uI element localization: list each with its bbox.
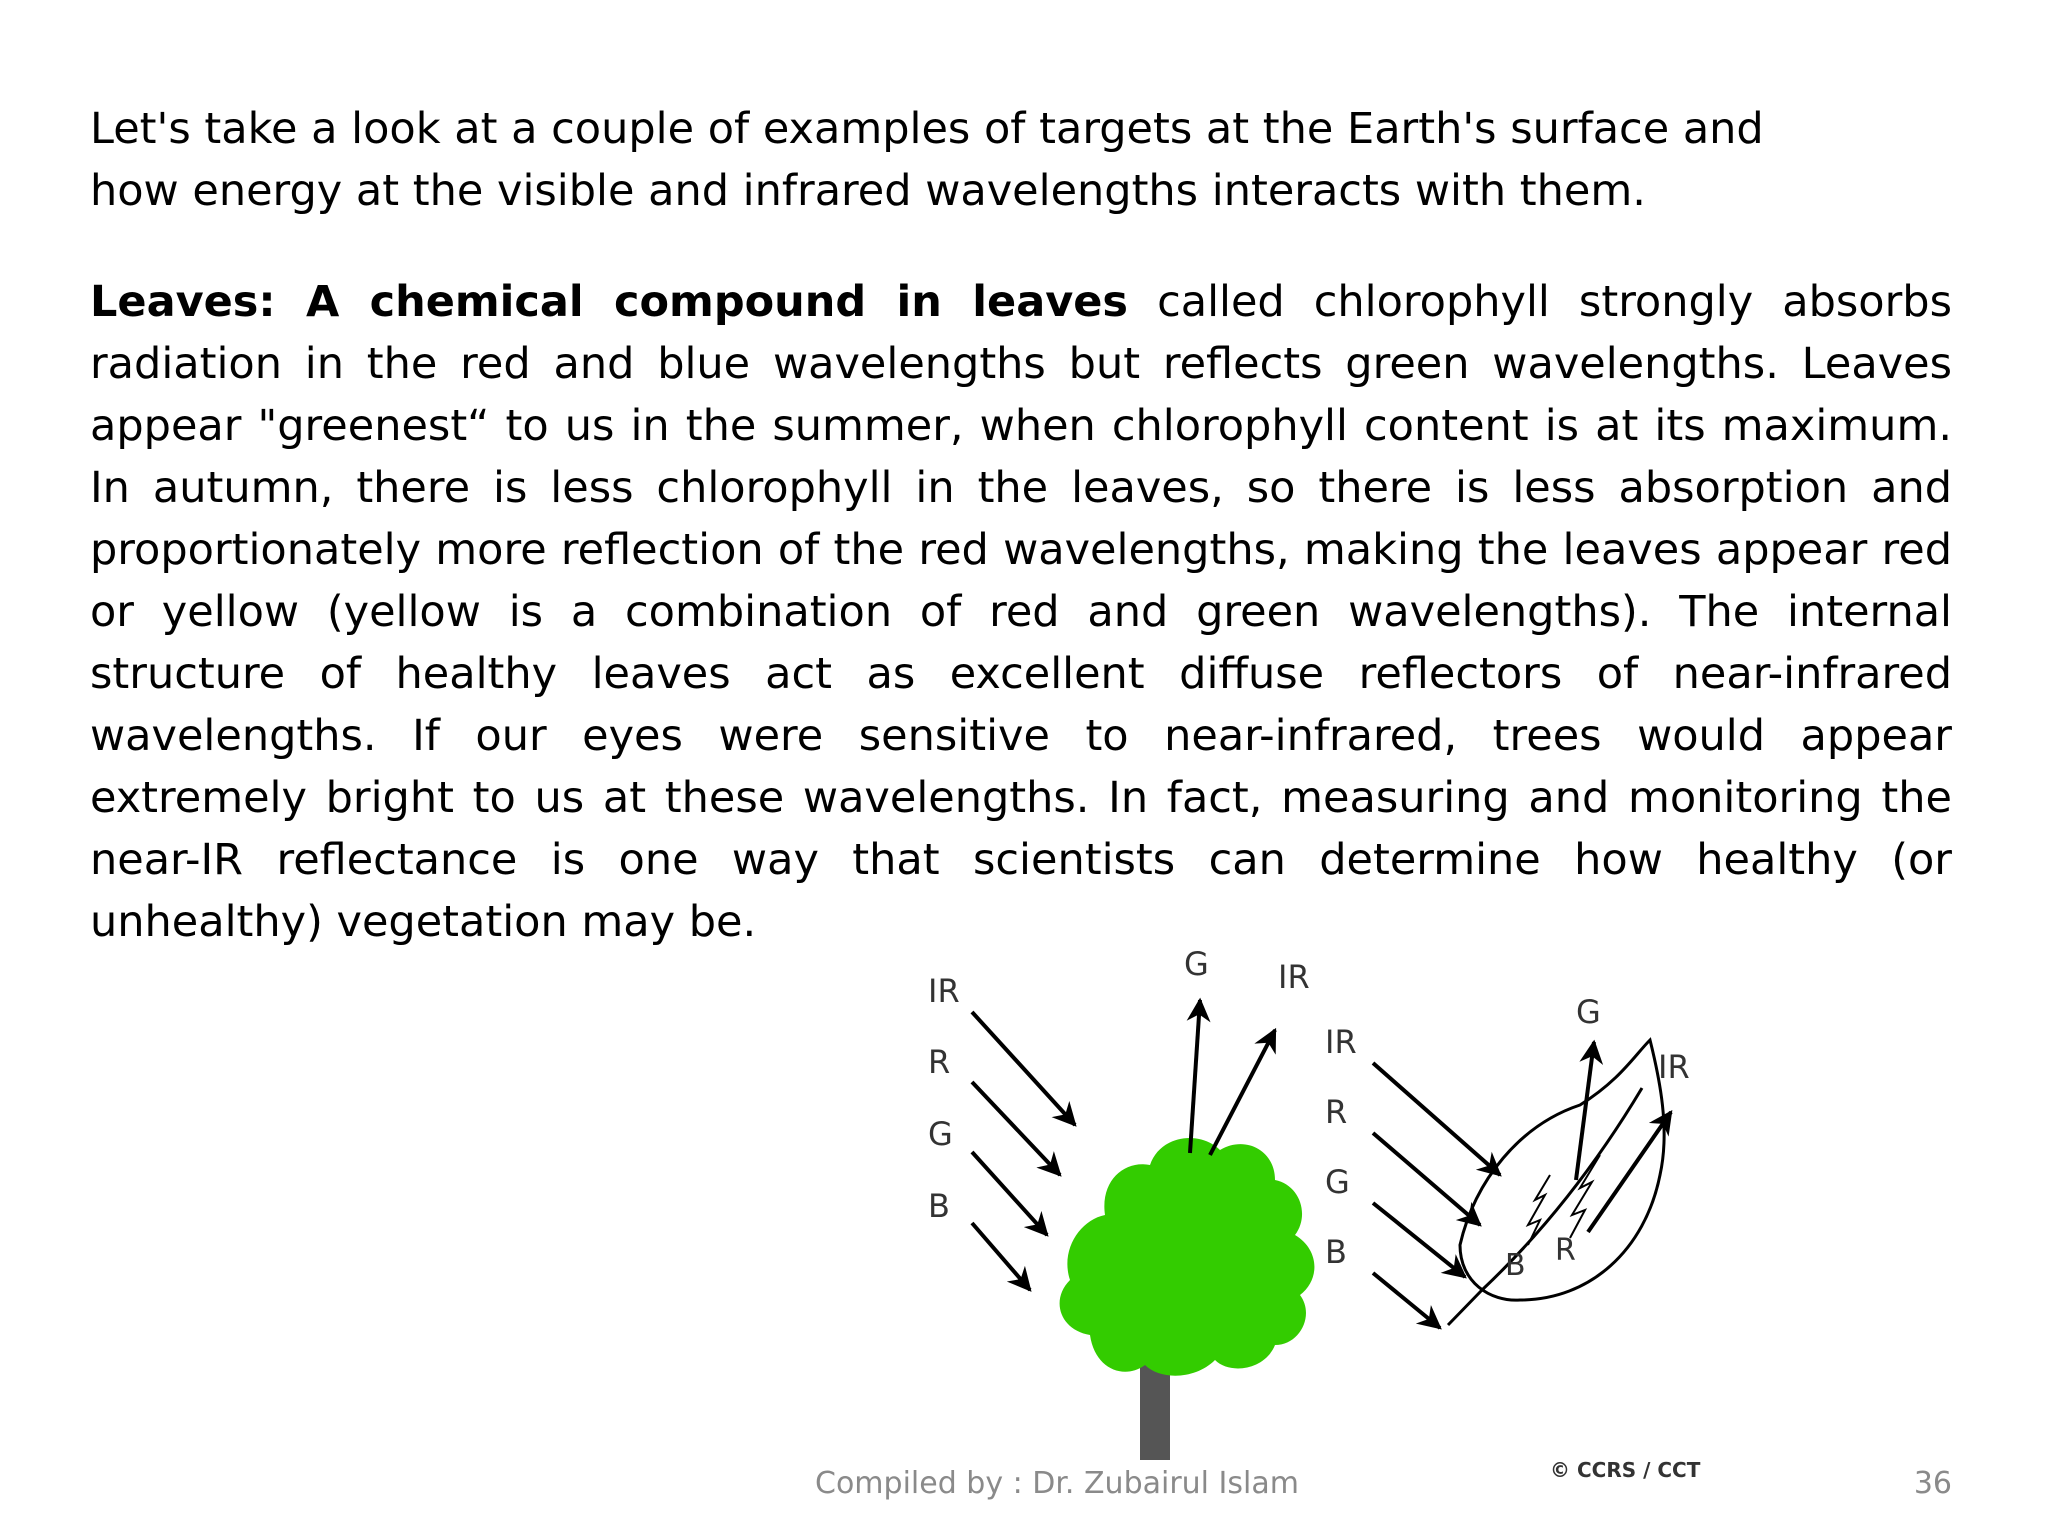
tree-arrow-g-out: [1190, 1000, 1200, 1153]
page-number: 36: [1913, 1466, 1952, 1501]
tree-icon: [1060, 1138, 1315, 1460]
leaf-arrow-r-in: [1373, 1133, 1480, 1225]
tree-arrow-ir-in: [972, 1012, 1075, 1125]
tree-label-ir-out: IR: [1278, 958, 1310, 996]
leaf-arrow-b-in: [1373, 1273, 1440, 1328]
tree-label-g-out: G: [1184, 945, 1209, 983]
leaf-arrow-ir-in: [1373, 1063, 1500, 1175]
leaves-bold-lead: Leaves: A chemical compound in leaves: [90, 277, 1128, 327]
leaf-arrow-ir-out: [1588, 1112, 1671, 1232]
intro-line-1: Let's take a look at a couple of examples of targets at the Earth's surface and: [90, 104, 1764, 154]
leaf-label-ir-out: IR: [1658, 1048, 1690, 1086]
footer-compiled-by: Compiled by : Dr. Zubairul Islam: [815, 1466, 1299, 1501]
leaf-label-g-out: G: [1576, 993, 1601, 1031]
figure-credit: © CCRS / CCT: [1550, 1458, 1701, 1480]
tree-crown: [1060, 1138, 1315, 1376]
tree-label-r: R: [928, 1043, 951, 1081]
leaf-reflectance-figure: [900, 920, 1800, 1480]
intro-line-2: how energy at the visible and infrared wavelengths interacts with them.: [90, 166, 1646, 216]
tree-arrow-b-in: [972, 1223, 1030, 1290]
tree-arrow-ir-out: [1210, 1030, 1275, 1155]
leaf-label-r-absorbed: R: [1555, 1233, 1576, 1268]
tree-label-g: G: [928, 1115, 953, 1153]
leaf-label-ir: IR: [1325, 1023, 1357, 1061]
leaves-text: called chlorophyll strongly absorbs radiation in the red and blue wavelengths but reflects green wavelengths. Leaves appear "greenest“ to us in the summer, when chlorophyll content is at its maximum. In autumn, there is less chlorophyll in the leaves, so there is less absorption and proportionately more reflection of the red wavelengths, making the leaves appear red or yellow (yellow is a combination of red and green wavelengths). The internal structure of healthy leaves act as excellent diffuse reflectors of near-infrared wavelengths. If our eyes were sensitive to near-infrared, trees would appear extremely bright to us at these wavelengths. In fact, measuring and monitoring the near-IR reflectance is one way that scientists can determine how healthy (or unhealthy) vegetation may be.: [90, 277, 1952, 947]
leaf-label-g: G: [1325, 1163, 1350, 1201]
intro-paragraph: [90, 98, 1970, 222]
tree-arrow-g-in: [972, 1152, 1047, 1235]
leaf-absorption-zigzag-2: [1570, 1155, 1600, 1238]
leaf-arrow-g-in: [1373, 1203, 1465, 1277]
tree-label-ir: IR: [928, 972, 960, 1010]
leaf-arrow-g-out: [1576, 1042, 1594, 1180]
leaves-paragraph: [90, 271, 1952, 953]
leaf-label-b: B: [1325, 1233, 1347, 1271]
tree-label-b: B: [928, 1187, 950, 1225]
tree-trunk: [1140, 1365, 1170, 1460]
leaf-stem: [1448, 1290, 1482, 1325]
leaf-absorption-zigzag-1: [1528, 1175, 1550, 1245]
leaf-label-r: R: [1325, 1093, 1348, 1131]
leaf-icon: [1448, 1040, 1664, 1325]
leaf-label-b-absorbed: B: [1505, 1248, 1526, 1283]
